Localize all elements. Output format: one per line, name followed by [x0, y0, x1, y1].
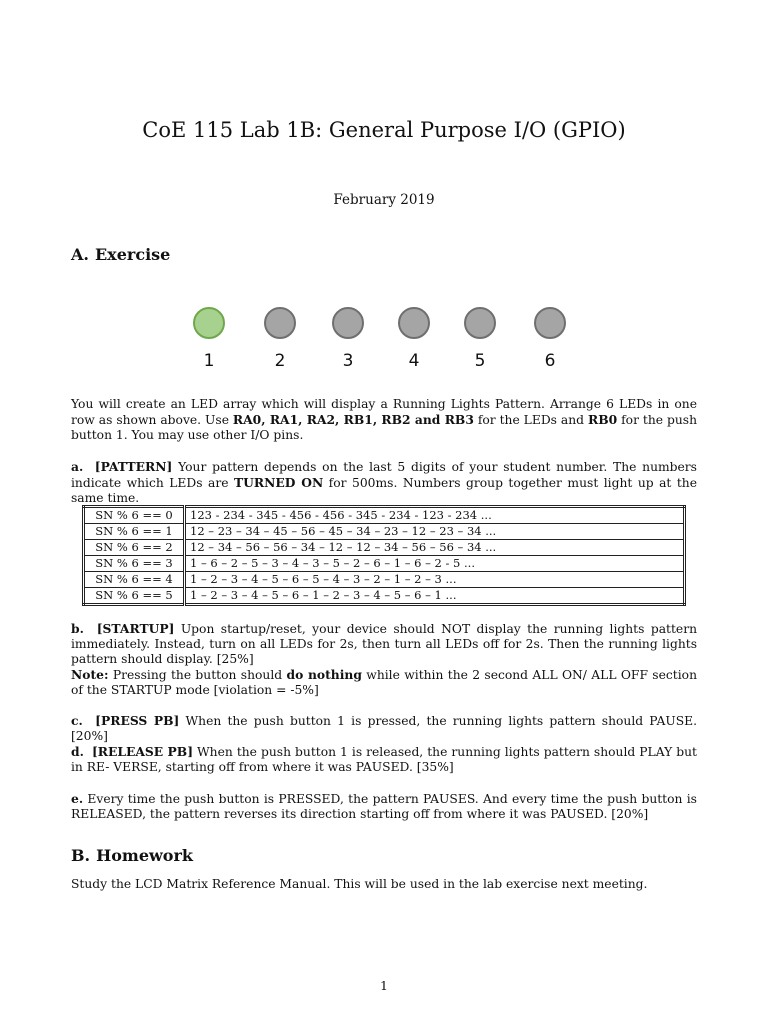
- led-3: [332, 307, 364, 339]
- pattern-label: a.: [71, 459, 84, 474]
- section-a-title: Exercise: [94, 245, 171, 264]
- table-row: [84, 524, 685, 540]
- intro-pin-button: RB0: [588, 412, 618, 427]
- intro-text-3: for the push button 1. You may use other I/O pins.: [71, 413, 697, 442]
- intro-text-1: You will create an LED array which will display a Running Lights Pattern. Arrange 6 LEDs in one row as shown above. Use: [71, 397, 697, 427]
- led-diagram: [0, 307, 768, 377]
- pattern-text-2: for 500ms. Numbers group together must light up at the same time.: [71, 476, 697, 505]
- startup-heading: [STARTUP]: [96, 621, 175, 636]
- every-text: Every time the push button is PRESSED, the pattern PAUSES. And every time the push button is RELEASED, the pattern reverses its direction starting off from where it was PAUSED. [20%]: [71, 792, 697, 821]
- table-row: [84, 556, 685, 572]
- pattern-table: [82, 505, 686, 606]
- pattern-sequence: 123 - 234 - 345 - 456 - 456 - 345 - 234 - 123 - 234 ...: [185, 507, 685, 524]
- pattern-sequence: 1 – 6 – 2 – 5 – 3 – 4 – 3 – 5 – 2 – 6 – 1 – 6 – 2 - 5 ...: [185, 556, 685, 572]
- pattern-condition: SN % 6 == 3: [84, 556, 185, 572]
- section-a-number: A.: [71, 245, 89, 264]
- pattern-paragraph: [71, 459, 697, 506]
- release-heading: [RELEASE PB]: [91, 744, 194, 759]
- section-b-heading: [71, 846, 193, 865]
- every-paragraph: [71, 791, 697, 822]
- pattern-text-1: Your pattern depends on the last 5 digits of your student number. The numbers indicate which LEDs are: [71, 460, 697, 490]
- intro-paragraph: [71, 397, 697, 443]
- document-date: February 2019: [333, 192, 435, 208]
- pattern-sequence: 1 – 2 – 3 – 4 – 5 – 6 – 5 – 4 – 3 – 2 – 1 – 2 – 3 ...: [185, 572, 685, 588]
- page-number: 1: [380, 978, 388, 993]
- section-a-heading: [71, 245, 170, 264]
- pattern-condition: SN % 6 == 5: [84, 588, 185, 605]
- every-label: e.: [71, 791, 84, 806]
- release-text: When the push button 1 is released, the running lights pattern should PLAY but in RE- VERSE, starting off from where it was PAUSED. [35%]: [71, 745, 697, 774]
- press-text: When the push button 1 is pressed, the running lights pattern should PAUSE. [20%]: [71, 714, 697, 743]
- release-paragraph: [71, 744, 697, 775]
- led-6: [534, 307, 566, 339]
- pattern-sequence: 12 – 23 – 34 – 45 – 56 – 45 – 34 – 23 – 12 – 23 – 34 ...: [185, 524, 685, 540]
- startup-note-text-2: while within the 2 second ALL ON/ ALL OFF section of the STARTUP mode [violation = -5%]: [71, 668, 697, 697]
- startup-note-label: Note:: [71, 667, 109, 682]
- intro-text-2: for the LEDs and: [473, 413, 588, 427]
- pattern-heading: [PATTERN]: [94, 459, 173, 474]
- led-5: [464, 307, 496, 339]
- led-label-6: 6: [544, 351, 556, 371]
- led-1: [193, 307, 225, 339]
- press-label: c.: [71, 713, 83, 728]
- table-row: [84, 540, 685, 556]
- intro-pins-leds: RA0, RA1, RA2, RB1, RB2 and RB3: [232, 412, 474, 427]
- pattern-turned-on: TURNED ON: [234, 475, 324, 490]
- pattern-condition: SN % 6 == 4: [84, 572, 185, 588]
- table-row: [84, 572, 685, 588]
- pattern-condition: SN % 6 == 1: [84, 524, 185, 540]
- startup-label: b.: [71, 621, 84, 636]
- table-row: [84, 588, 685, 605]
- pattern-condition: SN % 6 == 2: [84, 540, 185, 556]
- led-label-2: 2: [274, 351, 286, 371]
- led-label-4: 4: [408, 351, 420, 371]
- section-b-title: Homework: [96, 846, 193, 865]
- homework-paragraph: Study the LCD Matrix Reference Manual. This will be used in the lab exercise next meeting.: [71, 877, 648, 891]
- led-label-3: 3: [342, 351, 354, 371]
- press-paragraph: [71, 713, 697, 744]
- startup-text: Upon startup/reset, your device should NOT display the running lights pattern immediately. Instead, turn on all LEDs for 2s, then turn all LEDs off for 2s. Then the running lights pattern should display. [25%]: [71, 622, 697, 666]
- startup-note-emphasis: do nothing: [286, 667, 362, 682]
- startup-note-text-1: Pressing the button should: [108, 668, 287, 682]
- release-label: d.: [71, 744, 84, 759]
- table-row: [84, 507, 685, 524]
- document-title: CoE 115 Lab 1B: General Purpose I/O (GPIO): [142, 118, 626, 142]
- pattern-sequence: 1 – 2 – 3 – 4 – 5 – 6 – 1 – 2 – 3 – 4 – 5 – 6 – 1 ...: [185, 588, 685, 605]
- led-2: [264, 307, 296, 339]
- led-4: [398, 307, 430, 339]
- startup-paragraph: [71, 621, 697, 698]
- section-b-number: B.: [71, 846, 91, 865]
- pattern-condition: SN % 6 == 0: [84, 507, 185, 524]
- led-label-1: 1: [203, 351, 215, 371]
- led-label-5: 5: [474, 351, 486, 371]
- pattern-sequence: 12 – 34 – 56 – 56 – 34 – 12 – 12 – 34 – 56 – 56 – 34 ...: [185, 540, 685, 556]
- press-heading: [PRESS PB]: [95, 713, 180, 728]
